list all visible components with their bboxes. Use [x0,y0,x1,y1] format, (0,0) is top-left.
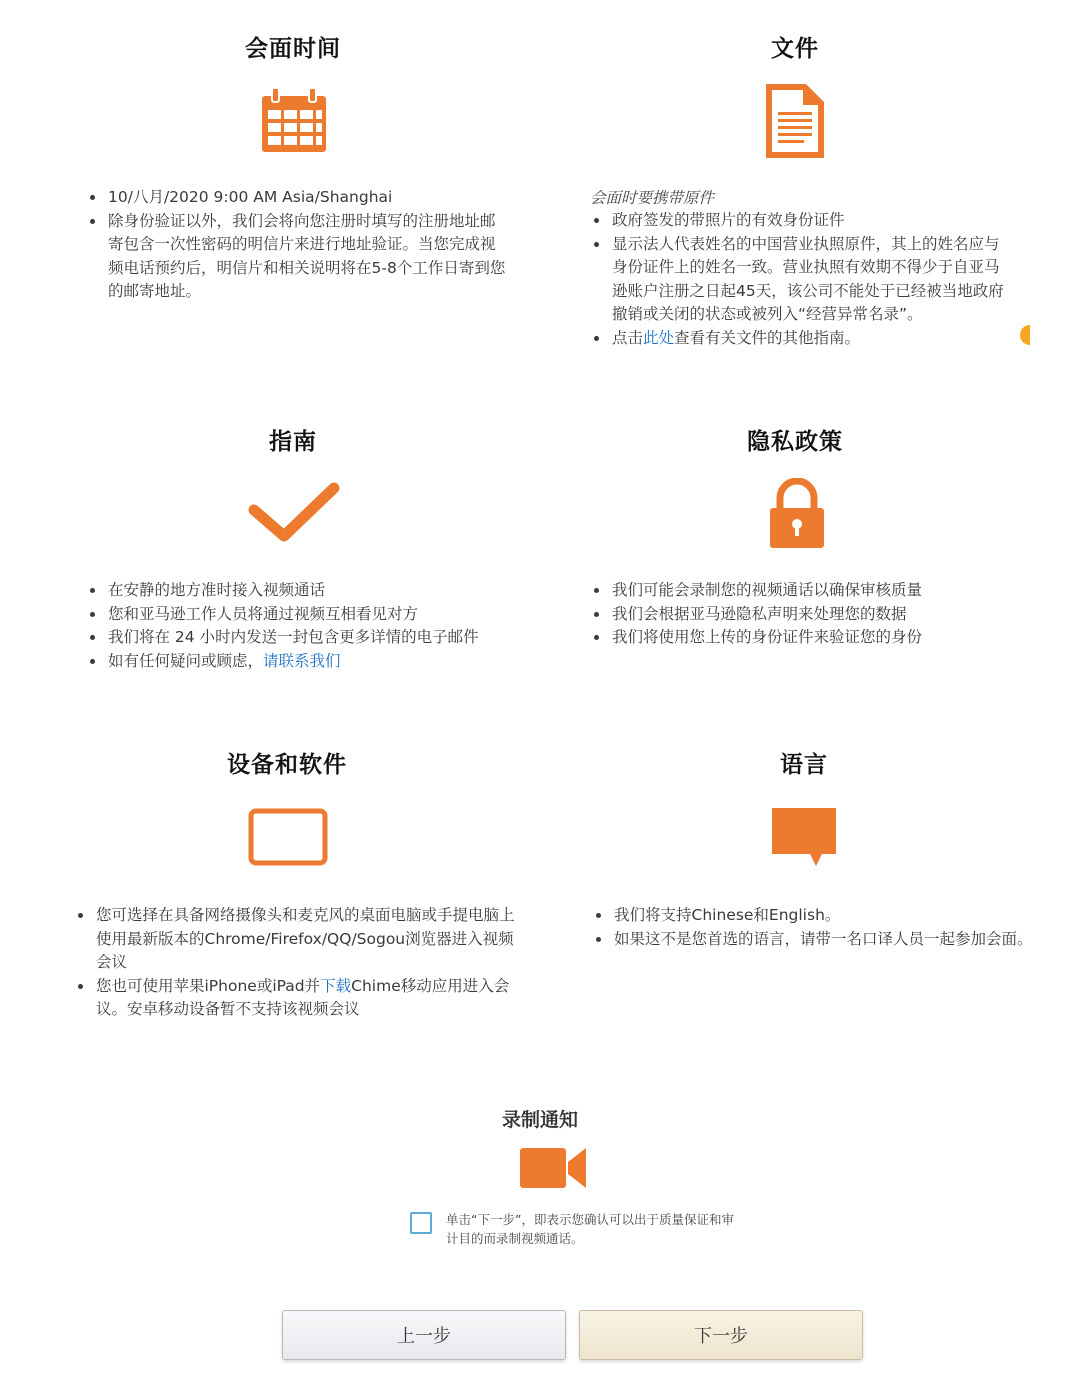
guide-section [140,423,446,456]
language-title: 语言 [780,752,828,778]
calendar-icon [260,88,328,154]
documents-note: 会面时要携带原件 [590,189,715,207]
consent-text: 单击“下一步”，即表示您确认可以出于质量保证和审计目的而录制视频通话。 [446,1212,734,1246]
speech-bubble-icon [770,806,838,868]
documents-list [588,209,1010,350]
list-item: • 如有任何疑问或顾虑，请联系我们 [106,650,506,674]
lock-icon [768,478,826,550]
list-item: • 我们可能会录制您的视频通话以确保审核质量 [610,579,1010,603]
list-item: • 我们将在 24 小时内发送一封包含更多详情的电子邮件 [106,626,506,650]
list-item: • 如果这不是您首选的语言，请带一名口译人员一起参加会面。 [612,928,1042,952]
recording-title: 录制通知 [501,1109,578,1131]
prev-button[interactable]: 上一步 [282,1310,566,1360]
list-item: • 您也可使用苹果iPhone或iPad并下载Chime移动应用进入会议。安卓移动设备暂不支持该视频会议 [94,975,520,1022]
guide-list [84,579,506,673]
meeting-list [84,186,506,304]
list-item: • 显示法人代表姓名的中国营业执照原件，其上的姓名应与身份证件上的姓名一致。营业执照有效期不得少于自亚马逊账户注册之日起45天，该公司不能处于已经被当地政府撤销或关闭的状态或被列入“经营异常名录”。 [610,233,1010,327]
meeting-section [140,30,446,63]
list-item: • 我们将使用您上传的身份证件来验证您的身份 [610,626,1010,650]
side-scroll-marker[interactable] [1020,325,1030,345]
language-section [654,746,954,779]
privacy-list [588,579,1010,650]
document-icon [764,82,826,160]
devices-title: 设备和软件 [227,752,347,778]
meeting-title: 会面时间 [245,36,341,62]
list-item: • 我们会根据亚马逊隐私声明来处理您的数据 [610,603,1010,627]
video-camera-icon [518,1144,588,1192]
list-item: • 您和亚马逊工作人员将通过视频互相看见对方 [106,603,506,627]
list-item: • 我们将支持Chinese和English。 [612,904,1042,928]
contact-us-link[interactable]: 请联系我们 [263,651,341,670]
list-item: • 您可选择在具备网络摄像头和麦克风的桌面电脑或手提电脑上使用最新版本的Chrome/Firefox/QQ/Sogou浏览器进入视频会议 [94,904,520,975]
consent-checkbox[interactable] [410,1212,432,1234]
documents-title: 文件 [771,36,819,62]
next-button[interactable]: 下一步 [579,1310,863,1360]
tablet-icon [248,808,328,866]
privacy-title: 隐私政策 [747,429,843,455]
list-item: • 点击此处查看有关文件的其他指南。 [610,327,1010,351]
download-link[interactable]: 下载 [320,976,352,995]
language-list [590,904,1042,951]
list-item: • 10/八月/2020 9:00 AM Asia/Shanghai [106,186,506,210]
list-item: • 政府签发的带照片的有效身份证件 [610,209,1010,233]
list-item: • 除身份验证以外，我们会将向您注册时填写的注册地址邮寄包含一次性密码的明信片来进行地址验证。当您完成视频电话预约后，明信片和相关说明将在5-8个工作日寄到您的邮寄地址。 [106,210,506,304]
documents-guide-link[interactable]: 此处 [643,328,675,347]
checkmark-icon [248,482,340,544]
documents-section [645,30,945,63]
devices-list [72,904,520,1022]
devices-section [134,746,440,779]
guide-title: 指南 [269,429,317,455]
privacy-section [645,423,945,456]
list-item: • 在安静的地方准时接入视频通话 [106,579,506,603]
